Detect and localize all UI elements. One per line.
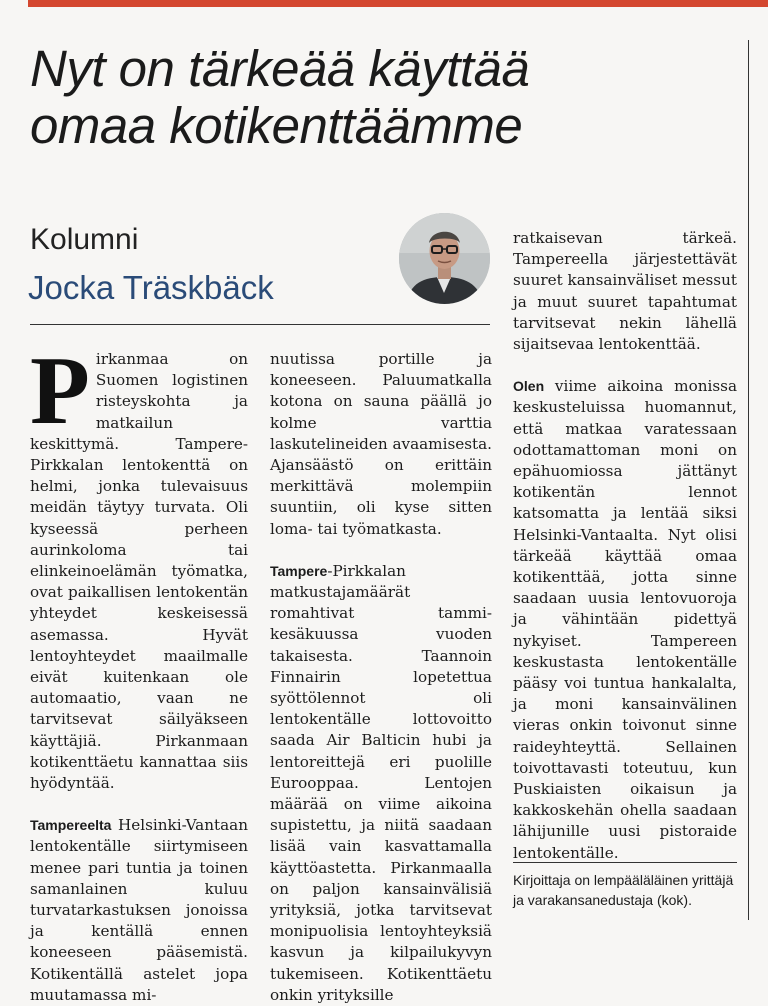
paragraph-intro	[30, 337, 248, 794]
header-divider	[30, 324, 490, 325]
paragraph-text: viime aikoina monissa keskusteluissa huomannut, että matkaa varatessaan odottamattoman moni on epähuomiossa jättänyt kotikentän lennot katsomatta ja lentää siksi Helsinki-Vantaalta. Nyt olisi tärkeää käyttää omaa kotikenttää, jotta sinne saadaan uusia lentovuoroja ja vähintään pidettyä nykyiset. Tampereen keskustasta lentokentälle pääsy voi tuntua hankalalta, ja moni kansainvälinen vieras onkin toivonut sinne raideyhteyttä. Sellainen toivottavasti toteutuu, kun Puskiaisten oikaisun ja kakkoskehän ohella saadaan lähijunille uusi pistoraide lentokentälle.	[513, 377, 737, 862]
paragraph	[270, 561, 492, 1006]
author-name: Jocka Träskbäck	[28, 269, 274, 306]
top-accent-bar	[28, 0, 768, 7]
paragraph	[30, 815, 248, 1006]
paragraph	[513, 376, 737, 864]
headline-line-1: Nyt on tärkeää käyttää	[30, 40, 530, 97]
author-portrait-drawing	[399, 213, 490, 304]
section-label: Kolumni	[30, 223, 139, 256]
headline-line-2: omaa kotikenttäämme	[30, 97, 523, 154]
author-byline: Kirjoittaja on lempääläläinen yrittäjä ja varakansanedustaja (kok).	[513, 872, 734, 908]
drop-cap: P	[30, 337, 90, 445]
paragraph-text: Helsinki-Vantaan lentokentälle siirtymiseen menee pari tuntia ja toinen samanlainen kuluu turvatarkastuksen jonoissa ja kentällä ennen koneeseen pääsemistä. Kotikentällä astelet jopa muutamassa mi-	[30, 816, 248, 1004]
paragraph-lead-word: Tampere	[270, 562, 328, 579]
article-column-3	[513, 228, 737, 864]
paragraph: ratkaisevan tärkeä. Tampereella järjestettävät suuret kansainväliset messut ja muut suuret tapahtumat tarvitsevat nekin lähellä sijaitsevaa lentokenttää.	[513, 229, 737, 354]
byline-divider	[513, 862, 737, 863]
article-column-1	[30, 337, 248, 1006]
author-portrait	[399, 213, 490, 304]
paragraph-text: -Pirkkalan matkustajamäärät romahtivat tammi-kesäkuussa vuoden takaisesta. Taannoin Finnairin lopetettua syöttölennot oli lentokentälle lottovoitto saada Air Balticin hubi ja lentoreittejä eri puolille Eurooppaa. Lentojen määrää on viime aikoina supistettu, ja niitä saadaan lisää vain kasvattamalla käyttöastetta. Pirkanmaalla on paljon kansainvälisiä yrityksiä, jotka tarvitsevat monipuolisia lentoyhteyksiä kasvun ja kilpailukyvyn tukemiseen. Kotikenttäetu onkin yrityksille	[270, 561, 492, 1004]
paragraph-lead-word: Tampereelta	[30, 817, 112, 834]
paragraph-lead-word: Olen	[513, 378, 545, 395]
paragraph: nuutissa portille ja koneeseen. Paluumatkalla kotona on sauna päällä jo kolme varttia laskutelineiden avaamisesta. Ajansäästö on erittäin merkittävä molempiin suuntiin, oli kyse sitten loma- tai työmatkasta.	[270, 350, 493, 538]
article-column-2	[270, 349, 492, 1006]
paragraph-text: irkanmaa on Suomen logistinen risteyskohta ja matkailun keskittymä. Tampere-Pirkkalan lentokenttä on helmi, jonka tulevaisuus meidän täytyy turvata. Oli kyseessä perheen aurinkoloma tai elinkeinoelämän työmatka, ovat paikallisen lentokentän yhteydet keskeisessä asemassa. Hyvät lentoyhteydet maailmalle eivät kuitenkaan ole automaatio, vaan ne tarvitsevat säilyäkseen käyttäjiä. Pirkanmaan kotikenttäetu kannattaa siis hyödyntää.	[30, 350, 248, 793]
column-divider	[748, 40, 749, 920]
headline	[30, 40, 730, 154]
